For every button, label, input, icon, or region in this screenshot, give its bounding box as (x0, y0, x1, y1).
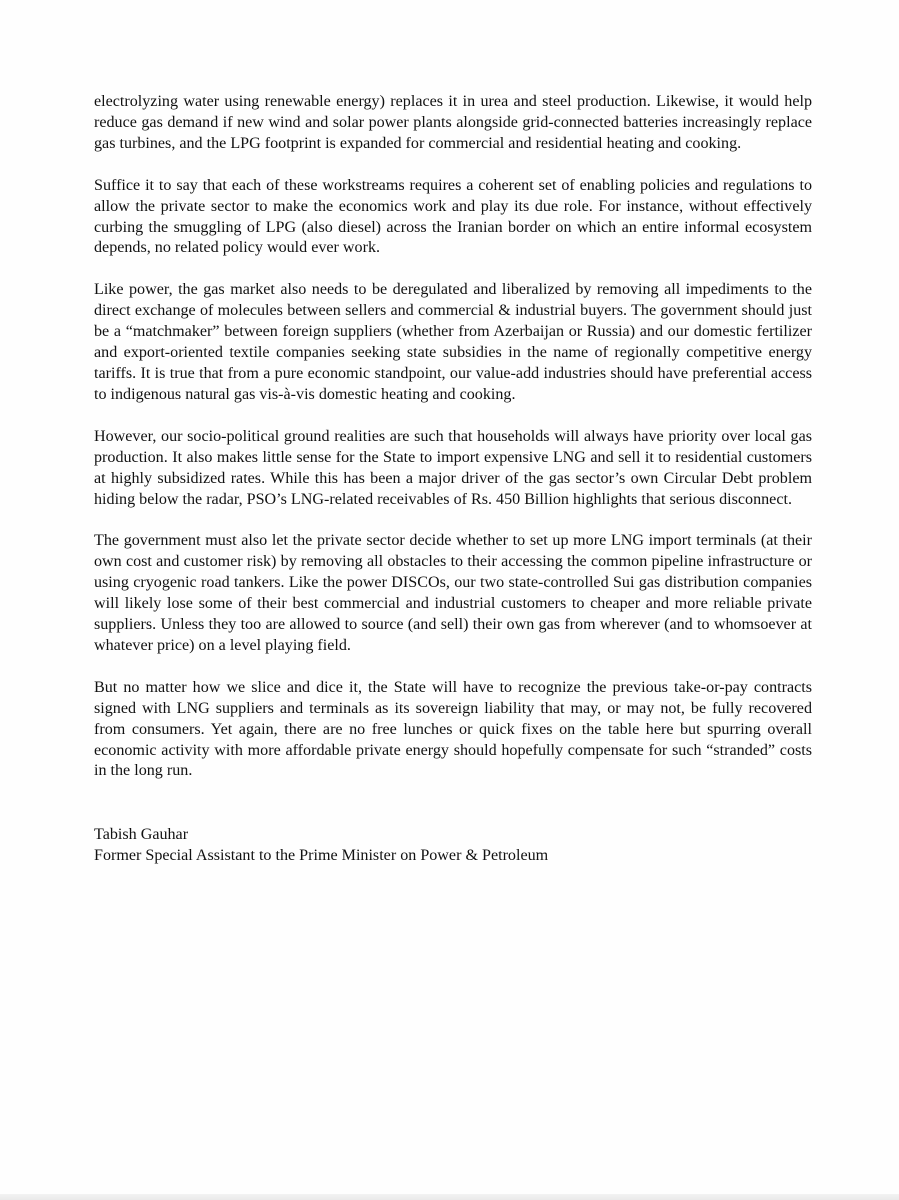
document-body (94, 92, 812, 867)
author-title: Former Special Assistant to the Prime Minister on Power & Petroleum (94, 847, 549, 865)
paragraph-6: But no matter how we slice and dice it, the State will have to recognize the previous take-or-pay contracts signed with LNG suppliers and terminals as its sovereign liability that may, or may not, be fully recovered from consumers. Yet again, there are no free lunches or quick fixes on the table here but spurring overall economic activity with more affordable private energy should hopefully compensate for such “stranded” costs in the long run. (94, 678, 812, 780)
paragraph-3: Like power, the gas market also needs to be deregulated and liberalized by removing all impediments to the direct exchange of molecules between sellers and commercial & industrial buyers. The government should just be a “matchmaker” between foreign suppliers (whether from Azerbaijan or Russia) and our domestic fertilizer and export-oriented textile companies seeking state subsidies in the name of regionally competitive energy tariffs. It is true that from a pure economic standpoint, our value-add industries should have preferential access to indigenous natural gas vis-à-vis domestic heating and cooking. (94, 281, 812, 403)
signature-block (94, 825, 812, 867)
page-bottom-edge (0, 1194, 899, 1200)
paragraph-5: The government must also let the private sector decide whether to set up more LNG import terminals (at their own cost and customer risk) by removing all obstacles to their accessing the common pipeline infrastructure or using cryogenic road tankers. Like the power DISCOs, our two state-controlled Sui gas distribution companies will likely lose some of their best commercial and industrial customers to cheaper and more reliable private suppliers. Unless they too are allowed to source (and sell) their own gas from wherever (and to whomsoever at whatever price) on a level playing field. (94, 532, 812, 654)
author-name: Tabish Gauhar (94, 826, 189, 844)
paragraph-1: electrolyzing water using renewable energy) replaces it in urea and steel production. Likewise, it would help reduce gas demand if new wind and solar power plants alongside grid-connected batteries increasingly replace gas turbines, and the LPG footprint is expanded for commercial and residential heating and cooking. (94, 93, 812, 152)
paragraph-4: However, our socio-political ground realities are such that households will always have priority over local gas production. It also makes little sense for the State to import expensive LNG and sell it to residential customers at highly subsidized rates. While this has been a major driver of the gas sector’s own Circular Debt problem hiding below the radar, PSO’s LNG-related receivables of Rs. 450 Billion highlights that serious disconnect. (94, 427, 812, 508)
paragraph-2: Suffice it to say that each of these workstreams requires a coherent set of enabling policies and regulations to allow the private sector to make the economics work and play its due role. For instance, without effectively curbing the smuggling of LPG (also diesel) across the Iranian border on which an entire informal ecosystem depends, no related policy would ever work. (94, 176, 812, 257)
